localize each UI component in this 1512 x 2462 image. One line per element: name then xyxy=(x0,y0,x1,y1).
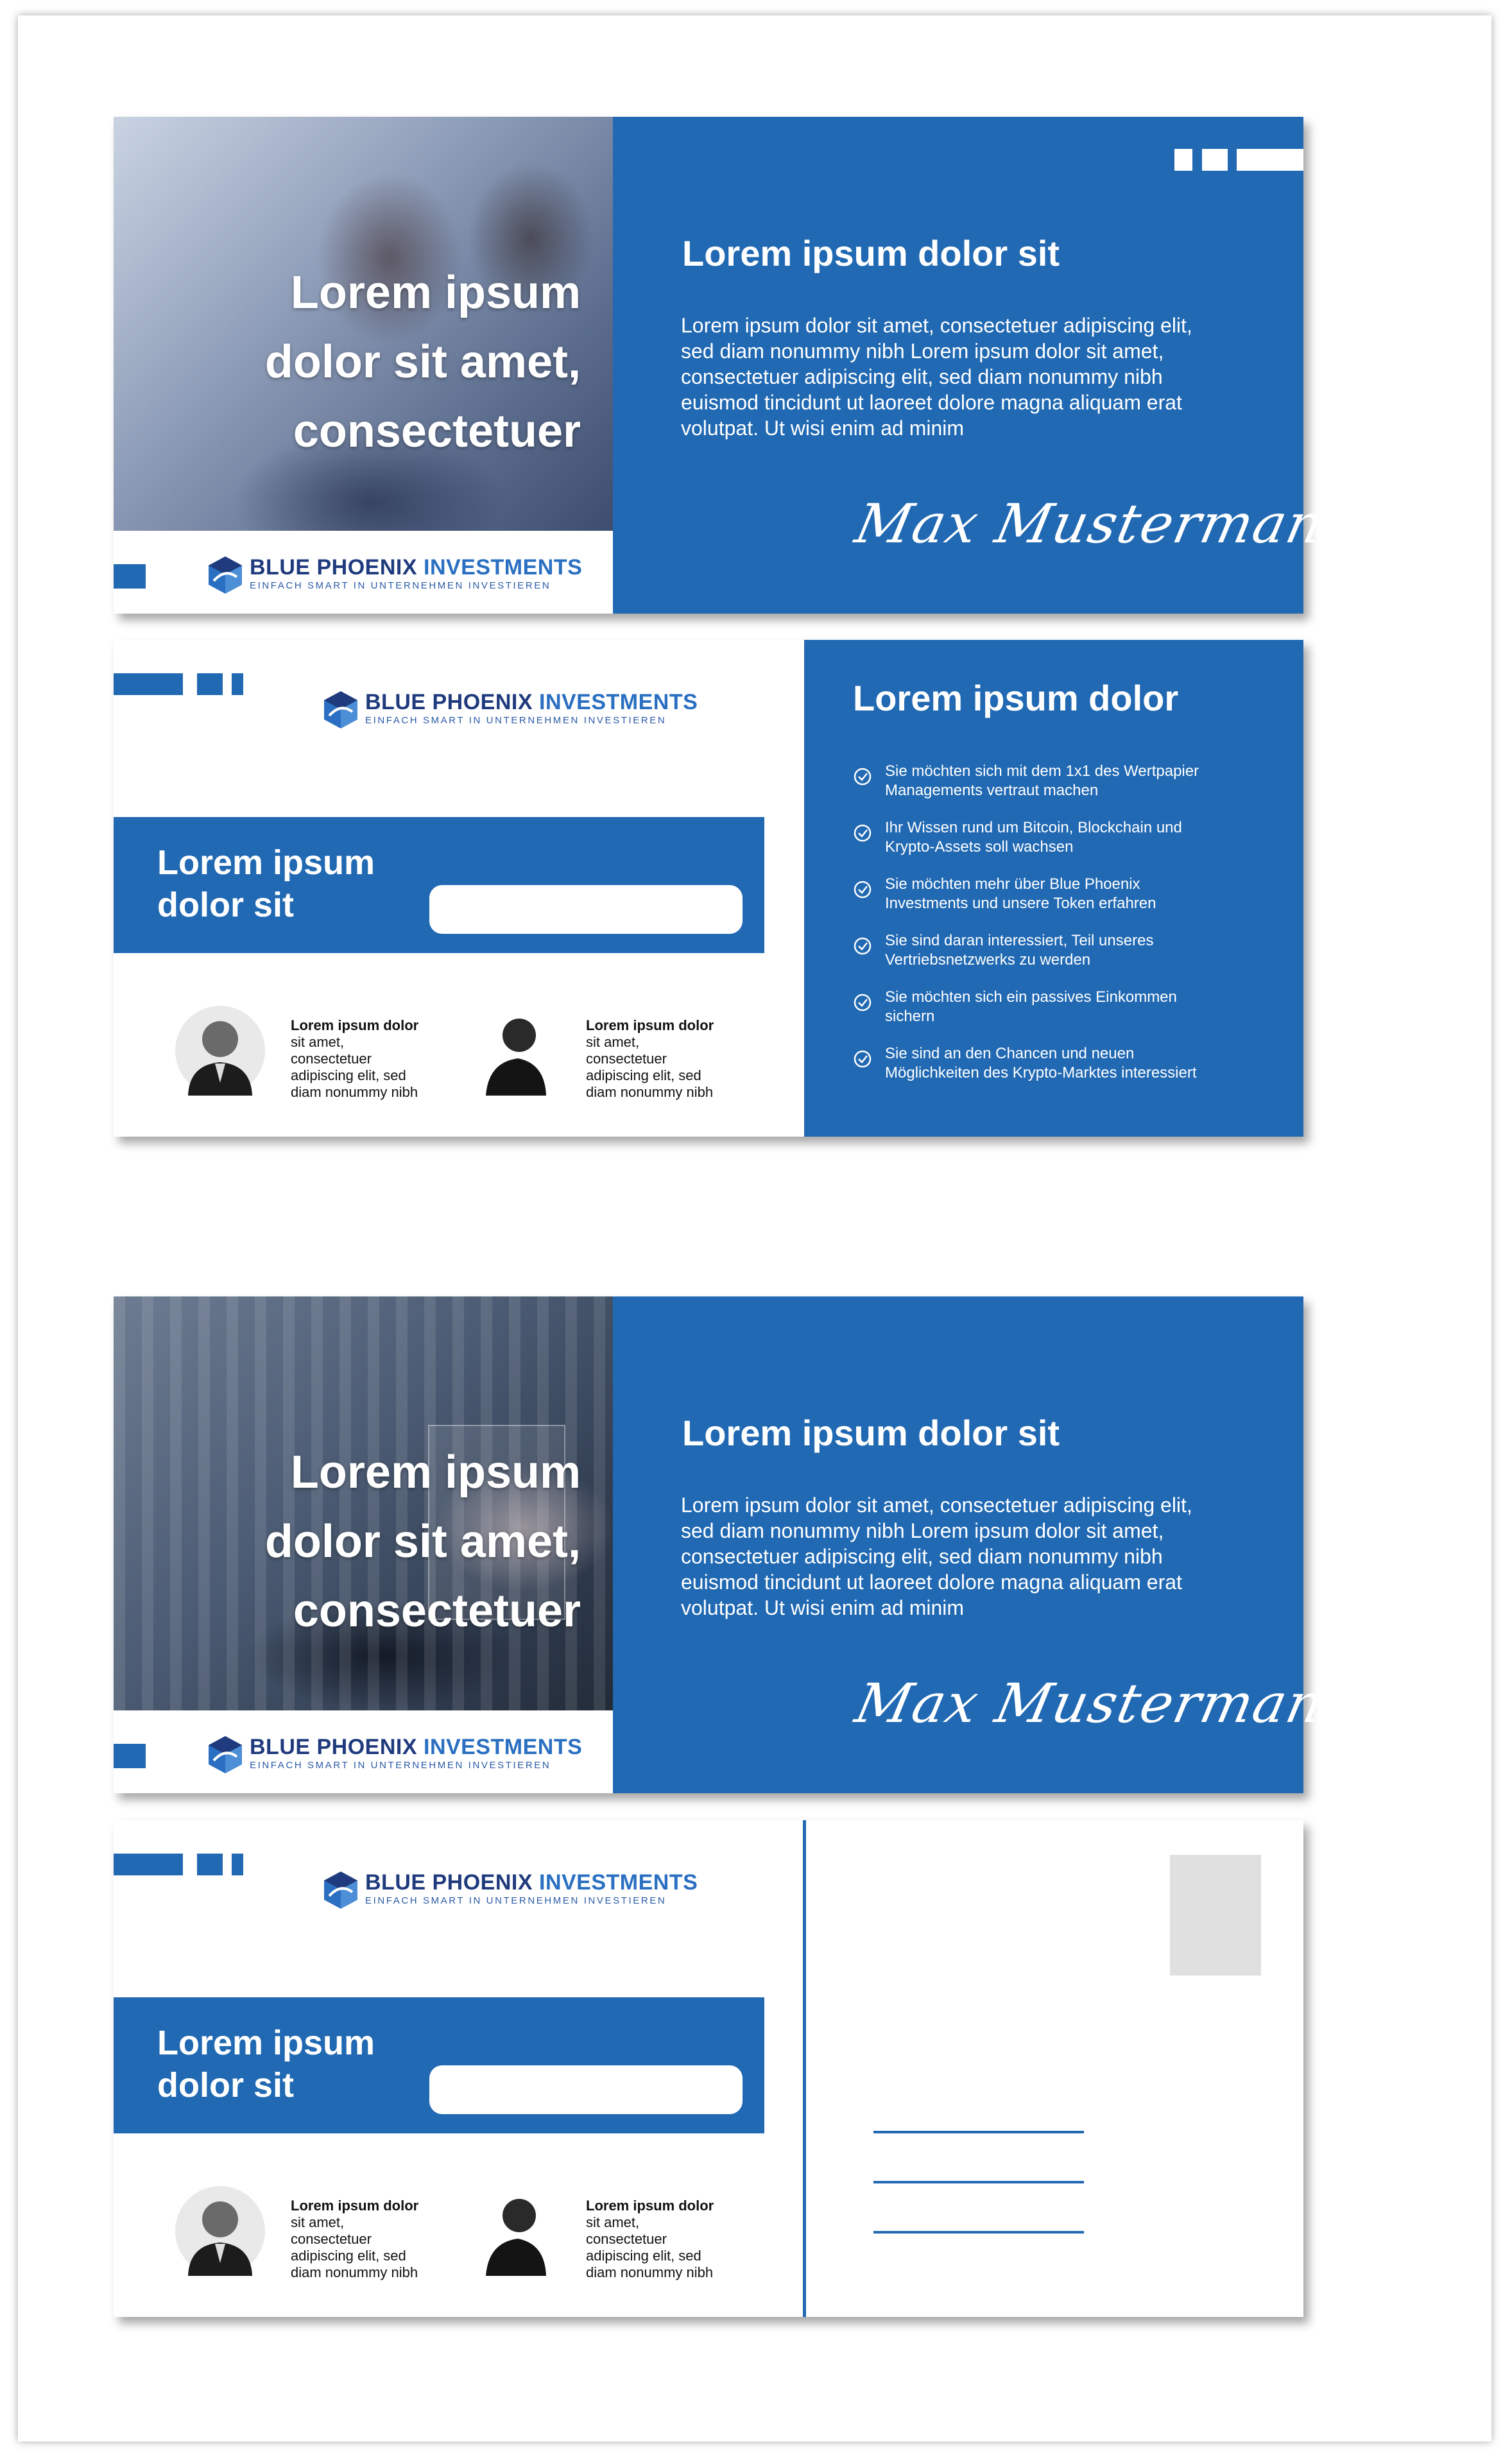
check-circle-icon xyxy=(853,767,872,786)
phoenix-cube-icon xyxy=(207,1735,243,1775)
person-desc: consectetuer xyxy=(586,2231,667,2247)
person-name: Lorem ipsum dolor xyxy=(586,1017,714,1033)
postcard-front-1 xyxy=(114,117,1366,614)
brand-name-2: INVESTMENTS xyxy=(424,555,583,580)
brand-logo xyxy=(207,1735,582,1775)
front-text-panel xyxy=(613,117,1366,614)
address-line xyxy=(873,2131,1084,2133)
benefits-panel xyxy=(804,640,1303,1137)
front-title: Lorem ipsum dolor sit xyxy=(682,233,1060,273)
signature: Max Mustermann xyxy=(850,1672,1366,1735)
list-text: Möglichkeiten des Krypto-Marktes interessiert xyxy=(885,1064,1197,1081)
list-text: Investments und unsere Token erfahren xyxy=(885,895,1156,912)
data-photo xyxy=(114,1296,613,1710)
person-desc: diam nonummy nibh xyxy=(291,1084,418,1100)
phoenix-cube-icon xyxy=(323,1870,359,1910)
person-desc: sit amet, xyxy=(291,2214,345,2230)
person-desc: diam nonummy nibh xyxy=(586,1084,714,1100)
address-line xyxy=(873,2181,1084,2183)
band-title: Lorem ipsum dolor sit xyxy=(157,2024,375,2105)
person-desc: sit amet, xyxy=(291,1034,345,1050)
list-item xyxy=(853,988,1289,1044)
check-circle-icon xyxy=(853,823,872,843)
brand-name-2: INVESTMENTS xyxy=(424,1735,583,1759)
list-item xyxy=(853,1044,1289,1101)
person-desc: sit amet, xyxy=(586,2214,640,2230)
avatar xyxy=(175,2186,265,2276)
deco-square xyxy=(1174,149,1192,171)
brand-logo xyxy=(323,1870,698,1910)
list-text: Vertriebsnetzwerks zu werden xyxy=(885,951,1091,968)
postcard-front-2 xyxy=(114,1296,1366,1793)
deco-square xyxy=(1202,149,1228,171)
list-text: Krypto-Assets soll wachsen xyxy=(885,838,1074,856)
blue-tab xyxy=(114,564,146,589)
person-desc: adipiscing elit, sed xyxy=(586,2248,701,2264)
brand-logo xyxy=(323,690,698,730)
person-card-1 xyxy=(175,1006,445,1101)
list-item xyxy=(853,875,1289,931)
person-desc: adipiscing elit, sed xyxy=(586,1067,701,1083)
address-line xyxy=(873,2231,1084,2234)
person-desc: consectetuer xyxy=(586,1051,667,1067)
deco-bar xyxy=(1237,149,1303,171)
brand-tagline: EINFACH SMART IN UNTERNEHMEN INVESTIEREN xyxy=(365,1895,667,1906)
avatar xyxy=(175,1006,265,1096)
logo-strip xyxy=(114,1710,613,1793)
postcard-back-1 xyxy=(114,640,1303,1137)
postcard-back-2 xyxy=(114,1820,1303,2317)
brand-name-1: BLUE PHOENIX xyxy=(250,1735,418,1759)
deco-bar xyxy=(114,1854,183,1875)
brand-tagline: EINFACH SMART IN UNTERNEHMEN INVESTIEREN xyxy=(365,715,667,726)
check-circle-icon xyxy=(853,880,872,899)
business-photo xyxy=(114,117,613,531)
list-text: Sie sind daran interessiert, Teil unseres xyxy=(885,932,1154,949)
brand-tagline: EINFACH SMART IN UNTERNEHMEN INVESTIEREN xyxy=(250,580,551,591)
contact-input[interactable] xyxy=(429,885,743,934)
stamp-placeholder xyxy=(1170,1855,1261,1976)
person-desc: consectetuer xyxy=(291,1051,372,1067)
blue-tab xyxy=(114,1744,146,1768)
list-item xyxy=(853,931,1289,988)
avatar xyxy=(470,2186,560,2276)
person-desc: diam nonummy nibh xyxy=(291,2264,418,2280)
check-circle-icon xyxy=(853,1049,872,1069)
brand-name-1: BLUE PHOENIX xyxy=(365,1870,533,1895)
person-card-1 xyxy=(175,2186,445,2281)
list-text: Sie sind an den Chancen und neuen xyxy=(885,1045,1135,1062)
postcard-divider xyxy=(803,1820,806,2317)
contact-band xyxy=(114,817,764,953)
front-body: Lorem ipsum dolor sit amet, consectetuer adipiscing elit, sed diam nonummy nibh Lorem ipsum dolor sit amet, consectetuer adipiscing elit, sed diam nonummy nibh euismod tincidunt ut laoreet dolore magna aliquam erat volutpat. Ut wisi enim ad minim xyxy=(681,1494,1192,1619)
person-name: Lorem ipsum dolor xyxy=(291,1017,419,1033)
signature: Max Mustermann xyxy=(850,492,1366,555)
photo-headline: Lorem ipsum dolor sit amet, consectetuer xyxy=(264,267,581,457)
brand-name-2: INVESTMENTS xyxy=(539,1870,698,1895)
logo-strip xyxy=(114,531,613,614)
deco-square xyxy=(232,1854,243,1875)
phoenix-cube-icon xyxy=(323,690,359,730)
list-text: Sie möchten sich mit dem 1x1 des Wertpapier xyxy=(885,762,1199,780)
deco-bar xyxy=(114,673,183,695)
person-desc: adipiscing elit, sed xyxy=(291,1067,406,1083)
list-text: Sie möchten mehr über Blue Phoenix xyxy=(885,875,1140,893)
brand-logo xyxy=(207,555,582,595)
list-text: Managements vertraut machen xyxy=(885,782,1099,799)
benefits-list xyxy=(853,762,1289,1101)
person-desc: sit amet, xyxy=(586,1034,640,1050)
list-text: Sie möchten sich ein passives Einkommen xyxy=(885,988,1177,1006)
check-circle-icon xyxy=(853,936,872,956)
band-title: Lorem ipsum dolor sit xyxy=(157,843,375,924)
deco-square xyxy=(232,673,243,695)
person-name: Lorem ipsum dolor xyxy=(291,2198,419,2214)
avatar xyxy=(470,1006,560,1096)
list-text: sichern xyxy=(885,1008,935,1025)
person-card-2 xyxy=(470,2186,740,2281)
person-desc: diam nonummy nibh xyxy=(586,2264,714,2280)
contact-input[interactable] xyxy=(429,2065,743,2114)
brand-tagline: EINFACH SMART IN UNTERNEHMEN INVESTIEREN xyxy=(250,1760,551,1771)
list-item xyxy=(853,818,1289,875)
person-card-2 xyxy=(470,1006,740,1101)
brand-name-1: BLUE PHOENIX xyxy=(365,690,533,714)
front-text-panel xyxy=(613,1296,1366,1793)
person-name: Lorem ipsum dolor xyxy=(586,2198,714,2214)
person-desc: adipiscing elit, sed xyxy=(291,2248,406,2264)
front-body: Lorem ipsum dolor sit amet, consectetuer adipiscing elit, sed diam nonummy nibh Lorem ipsum dolor sit amet, consectetuer adipiscing elit, sed diam nonummy nibh euismod tincidunt ut laoreet dolore magna aliquam erat volutpat. Ut wisi enim ad minim xyxy=(681,314,1192,440)
brand-name-1: BLUE PHOENIX xyxy=(250,555,418,580)
photo-headline: Lorem ipsum dolor sit amet, consectetuer xyxy=(264,1447,581,1637)
list-item xyxy=(853,762,1289,818)
list-text: Ihr Wissen rund um Bitcoin, Blockchain und xyxy=(885,819,1182,836)
benefits-title: Lorem ipsum dolor xyxy=(853,678,1179,718)
phoenix-cube-icon xyxy=(207,555,243,595)
person-desc: consectetuer xyxy=(291,2231,372,2247)
brand-name-2: INVESTMENTS xyxy=(539,690,698,714)
contact-band xyxy=(114,1997,764,2133)
front-title: Lorem ipsum dolor sit xyxy=(682,1413,1060,1453)
deco-square xyxy=(197,1854,223,1875)
check-circle-icon xyxy=(853,993,872,1012)
deco-square xyxy=(197,673,223,695)
